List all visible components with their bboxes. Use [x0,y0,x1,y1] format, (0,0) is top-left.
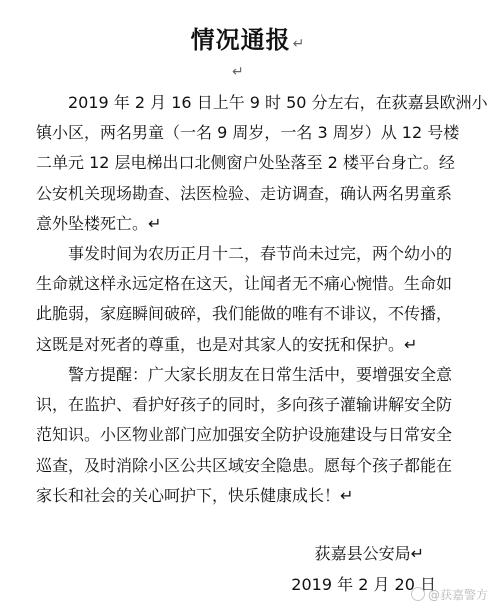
paragraph-line: 镇小区，两名男童（一名 9 周岁，一名 3 周岁）从 12 号楼 [36,123,460,143]
weibo-icon [411,587,425,601]
watermark [411,586,488,603]
paragraph-line: 此脆弱，家庭瞬间破碎，我们能做的唯有不诽议，不传播， [36,304,453,324]
document-title [0,20,496,55]
signature-org: 荻嘉县公安局↵ [314,544,424,563]
paragraph-mark-icon: ↵ [292,36,306,52]
paragraph-2 [36,239,466,360]
paragraph-mark-icon: ↵ [232,64,244,80]
paragraph-line: 巡查，及时消除小区公共区域安全隐患。愿每个孩子都能在 [36,455,453,475]
paragraph-line: 2019 年 2 月 16 日上午 9 时 50 分左右，在荻嘉县欧洲小 [68,93,488,112]
paragraph-line: 家长和社会的关心呵护下，快乐健康成长！↵ [36,485,354,505]
paragraph-1 [36,88,488,239]
paragraph-line: 警方提醒：广大家长朋友在日常生活中，要增强安全意 [68,365,453,384]
title-text: 情况通报 [190,26,291,54]
signature-date: 2019 年 2 月 20 日 [291,575,436,594]
watermark-text: @获嘉警方 [427,588,488,602]
paragraph-3 [36,360,466,511]
paragraph-line: 生命就这样永远定格在这天，让闻者无不痛心惋惜。生命如 [36,274,453,294]
paragraph-line: 这既是对死者的尊重，也是对其家人的安抚和保护。↵ [36,334,418,354]
paragraph-line: 事发时间为农历正月十二，春节尚未过完，两个幼小的 [68,244,453,263]
paragraph-line: 意外坠楼死亡。↵ [36,213,162,233]
paragraph-line: 二单元 12 层电梯出口北侧窗户处坠落至 2 楼平台身亡。经 [36,153,455,173]
paragraph-line: 范知识。小区物业部门应加强安全防护设施建设与日常安全 [36,425,453,445]
paragraph-line: 识，在监护、看护好孩子的同时，多向孩子灌输讲解安全防 [36,395,453,415]
paragraph-line: 公安机关现场勘查、法医检验、走访调查，确认两名男童系 [36,183,453,203]
